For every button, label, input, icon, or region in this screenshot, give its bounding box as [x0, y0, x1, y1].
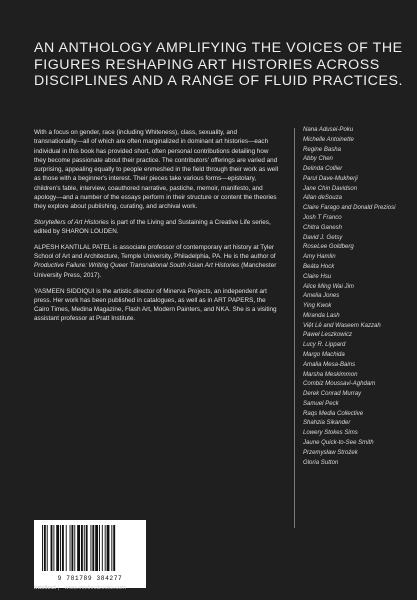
book-title: Storytellers of Art Histories: [34, 218, 109, 226]
barcode-bar: [53, 525, 54, 571]
contributor-name: Beáta Hock: [303, 263, 335, 270]
isbn-number: 9 781789 384277: [57, 575, 123, 582]
bio-text: ALPESH KANTILAL PATEL is associate professor of contemporary art history at Tyler School of Art and Architecture, Temple University, Philadelphia, PA. He is the author of: [34, 243, 276, 261]
headline: AN ANTHOLOGY AMPLIFYING THE VOICES OF THE FIGURES RESHAPING ART HISTORIES ACROSS DISCIPLINES AND A RANGE OF FLUID PRACTICES.: [34, 40, 403, 90]
contributor-name: Việt Lê and Waseem Kazzah: [303, 322, 381, 329]
contributor-name: David J. Getsy: [303, 234, 343, 241]
barcode-bar: [70, 525, 71, 571]
barcode-bars: [40, 525, 140, 573]
publisher-logo: intellect: [34, 585, 56, 591]
contributor-name: Abby Chen: [303, 156, 333, 163]
barcode-bar: [44, 525, 46, 571]
isbn-barcode: [34, 520, 146, 588]
contributor-name: Margo Machida: [303, 351, 345, 358]
description-paragraph: With a focus on gender, race (including Whiteness), class, sexuality, and transnationality—all of which are often marginalized in dominant art histories—each individual in this book has provided short, often personal contributions detailing how they become passionate about their practice. The contributors' offerings are varied and surprising, appealing equally to people enmeshed in the field through their work as well as those with a beginner's interest. Their pieces take various forms—epistolary, children's fable, interview, coauthored narrative, pastiche, memoir, manifesto, and apology—and a number of the essays perform in their structure or content the theories they explore about publishing, curating, and archival work.: [34, 129, 279, 210]
barcode-bar: [51, 525, 53, 571]
contributor-name: Allan deSouza: [303, 195, 342, 202]
barcode-bar: [113, 525, 115, 571]
contributor-name: Ying Kwok: [303, 303, 332, 310]
contributor-name: Lowery Stokes Sims: [303, 430, 358, 437]
contributor-name: Amy Hamlin: [303, 254, 336, 261]
column-divider: [294, 128, 295, 528]
barcode-bar: [42, 525, 43, 571]
barcode-bar: [105, 525, 106, 571]
barcode-bar: [81, 525, 83, 571]
contributor-name: Paweł Leszkowicz: [303, 332, 353, 339]
description-column: [34, 128, 281, 330]
contributor-name: Gloria Sutton: [303, 459, 339, 466]
contributor-name: Jaune Quick-to-See Smith: [303, 440, 374, 446]
barcode-bar: [92, 525, 94, 571]
barcode-bar: [99, 525, 100, 571]
imprint-separator: |: [57, 585, 60, 591]
bio-book-title: Productive Failure: Writing Queer Transnational South Asian Art Histories: [34, 262, 240, 270]
contributor-name: Josh T Franco: [303, 215, 342, 222]
contributor-name: Combiz Moussavi-Aghdam: [303, 381, 376, 388]
barcode-bar: [66, 525, 67, 571]
contributor-name: Marsha Meskimmon: [303, 371, 358, 378]
editor-bio-patel: [34, 243, 281, 280]
barcode-bar: [47, 525, 48, 571]
series-text: is part of the Living and Sustaining a Creative Life series, edited by SHARON LOUDEN.: [34, 218, 271, 236]
contributor-name: Claire Hsu: [303, 273, 332, 280]
barcode-bar: [77, 525, 80, 571]
contributor-name: Claire Farago and Donald Preziosi: [303, 205, 396, 212]
barcode-bar: [62, 525, 64, 571]
contributor-list: [303, 126, 415, 468]
barcode-bar: [71, 525, 73, 571]
barcode-bar: [84, 525, 85, 571]
contributor-name: Jane Chin Davidson: [303, 185, 358, 192]
contributor-name: Alice Ming Wai Jim: [303, 283, 354, 290]
contributor-name: Shahzia Sikander: [303, 420, 351, 427]
contributor-name: Parul Dave-Mukherji: [303, 175, 358, 182]
editor-bio-siddiqui: YASMEEN SIDDIQUI is the artistic director of Minerva Projects, an independent art press. Her work has been published in catalogues, as well as in ART PAPERS, the Cairo Times, Medina Magazine, Flash Art, Modern Painters, and NKA. She is a visiting assistant professor at Pratt Institute.: [34, 287, 277, 323]
contributor-name: Samuel Peck: [303, 400, 339, 407]
contributor-name: Nana Adusei-Poku: [303, 127, 354, 133]
publisher-imprint: [34, 585, 126, 591]
series-paragraph: [34, 218, 281, 237]
barcode-bar: [86, 525, 88, 571]
barcode-bar: [95, 525, 98, 571]
contributor-name: Derek Conrad Murray: [303, 391, 362, 398]
contributor-name: Miranda Lash: [303, 312, 340, 319]
barcode-bar: [102, 525, 103, 571]
contributor-name: Przemysław Strożek: [303, 449, 358, 456]
barcode-bar: [90, 525, 91, 571]
barcode-bar: [56, 525, 59, 571]
contributor-name: Raqs Media Collective: [303, 410, 364, 417]
contributor-name: Delinda Collier: [303, 166, 343, 173]
contributor-name: Regine Basha: [303, 146, 341, 153]
barcode-bar: [60, 525, 61, 571]
contributor-name: Chitra Ganesh: [303, 224, 342, 231]
bio-text-end: (Manchester University Press, 2017).: [34, 262, 277, 279]
contributor-name: Amelia Jones: [303, 293, 340, 300]
contributor-name: Michelle Antoinette: [303, 136, 354, 143]
publisher-url: www.intellectbooks.com: [64, 585, 127, 591]
barcode-bar: [111, 525, 112, 571]
contributor-name: Amalia Mesa-Bains: [303, 361, 356, 368]
barcode-bar: [107, 525, 110, 571]
barcode-bar: [74, 525, 75, 571]
contributor-name: RoseLee Goldberg: [303, 244, 354, 251]
contributor-name: Lucy R. Lippard: [303, 342, 346, 349]
